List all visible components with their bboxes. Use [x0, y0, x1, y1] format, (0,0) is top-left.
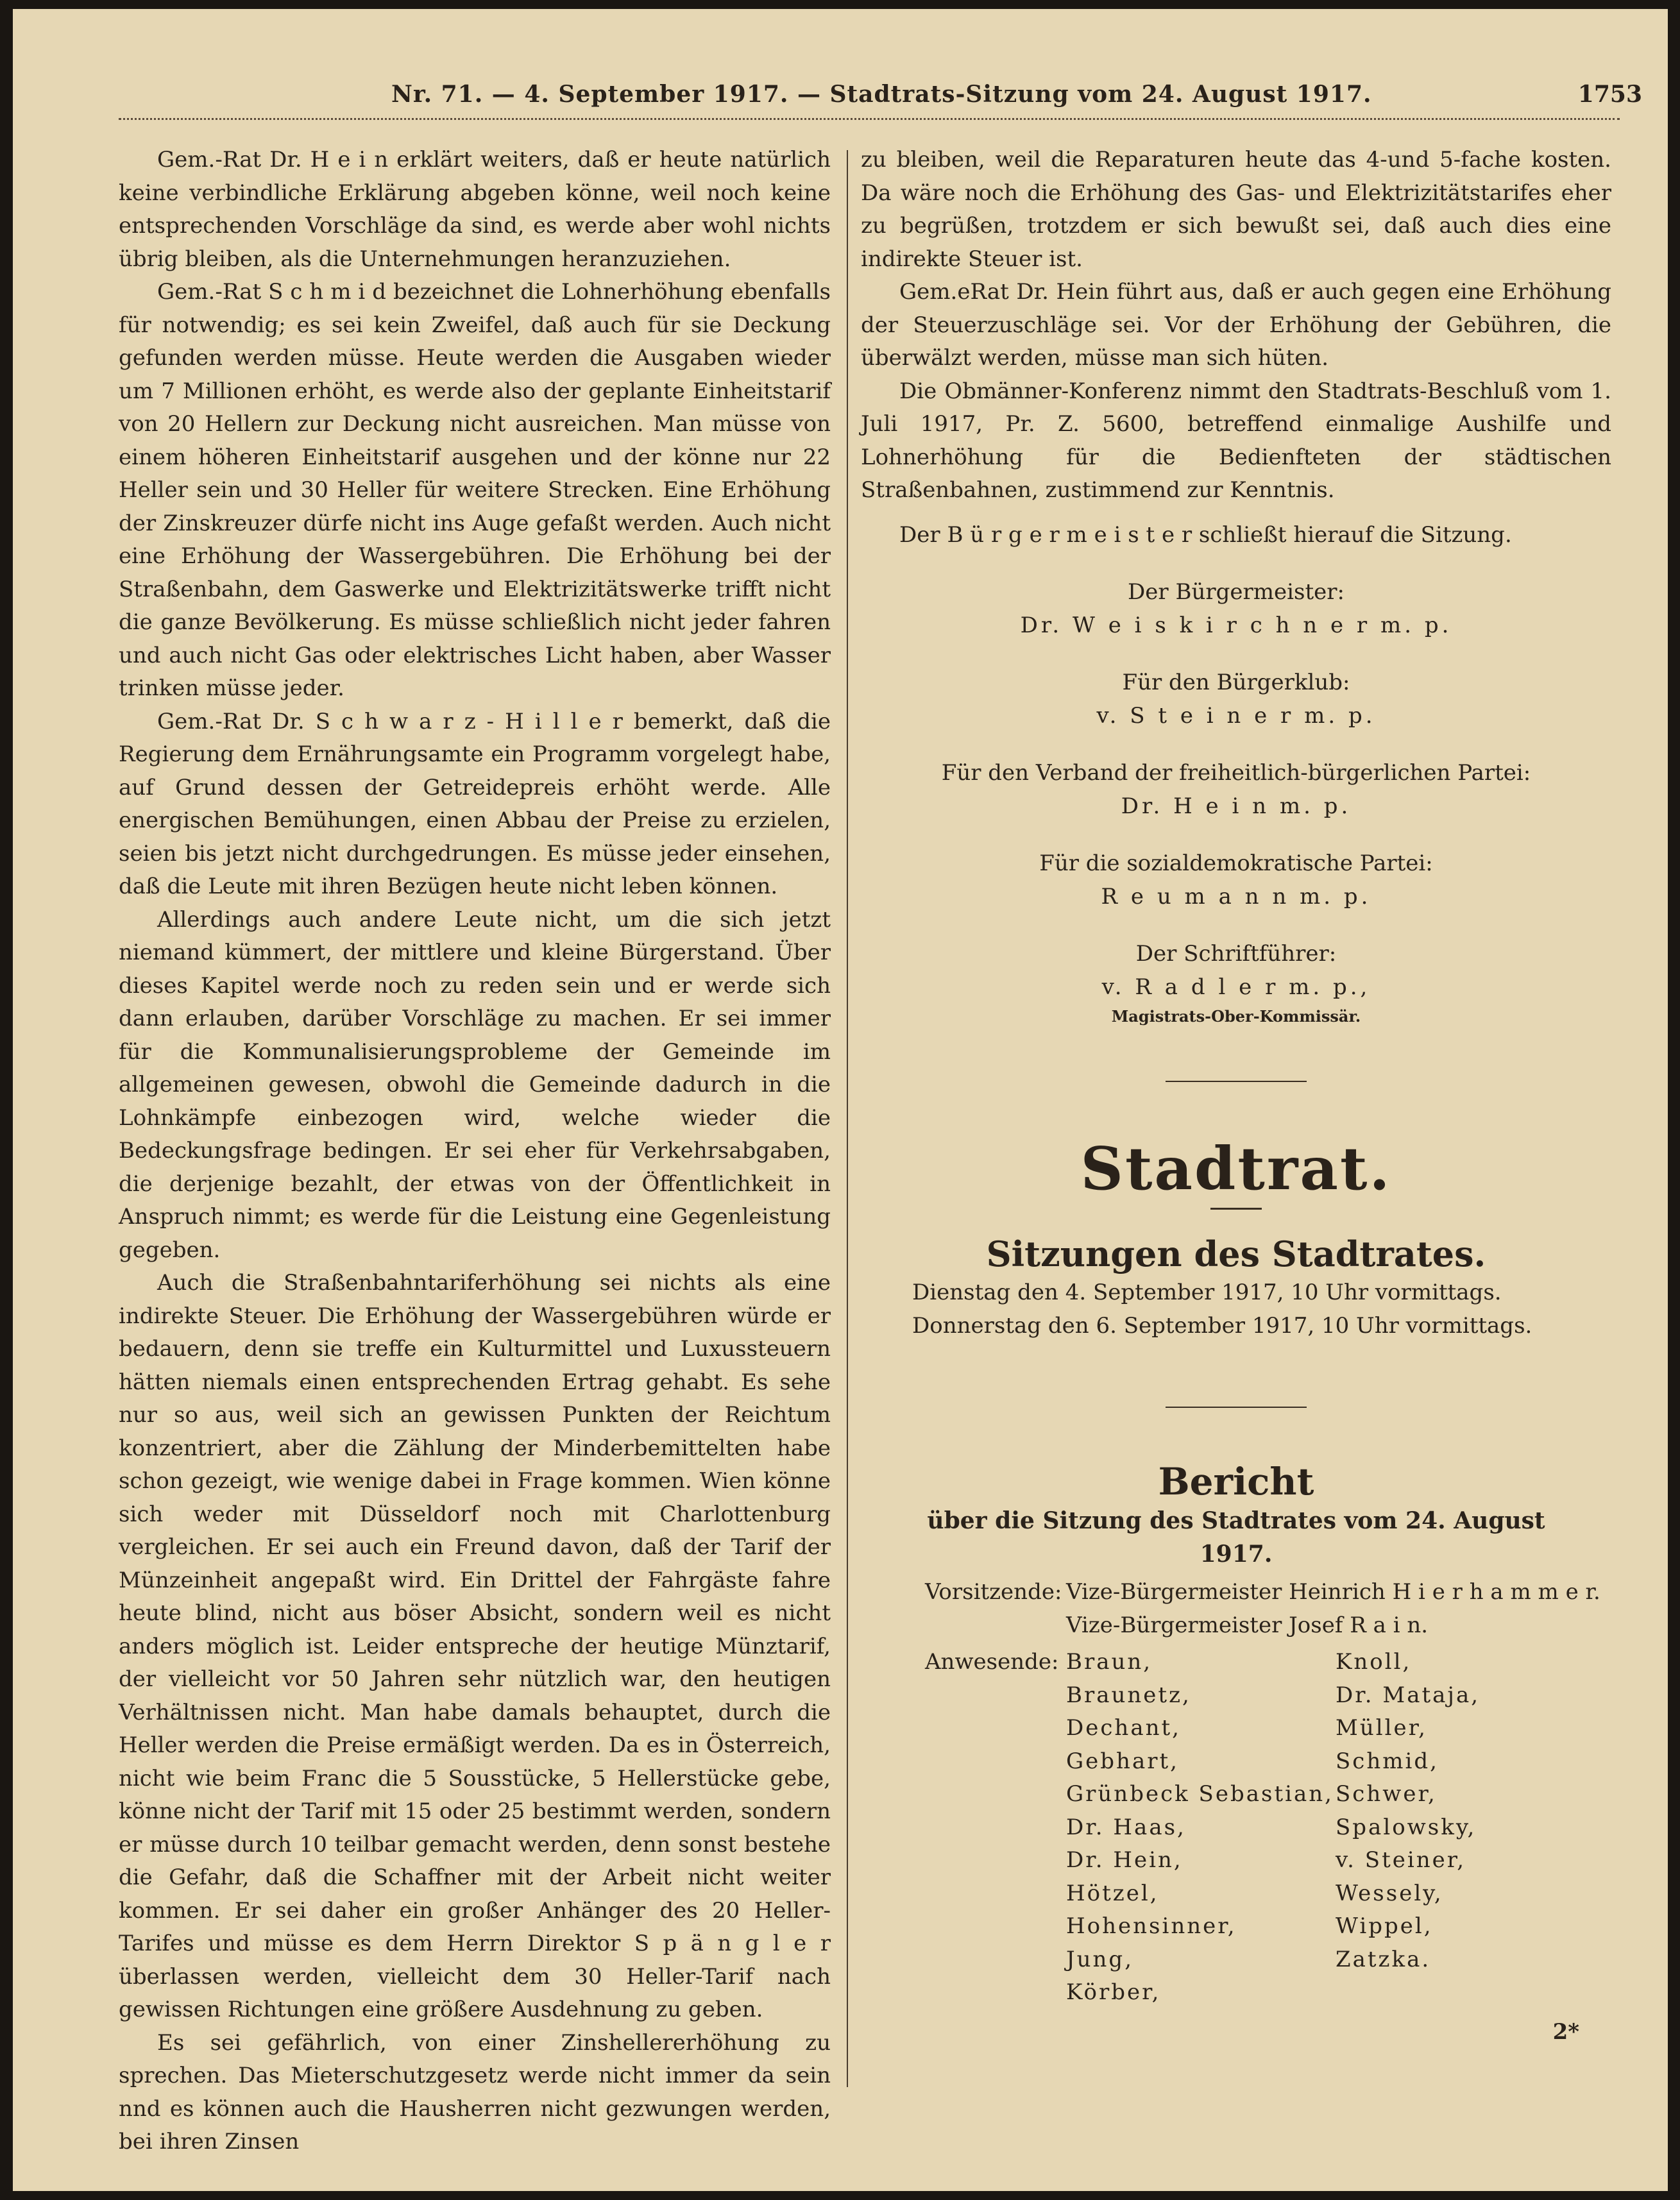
present-name: Braun, — [1066, 1649, 1153, 1675]
present-name: Dr. Mataja, — [1336, 1682, 1481, 1708]
present-row — [861, 1811, 1611, 1845]
signature-title: Der Schriftführer: — [1135, 941, 1337, 967]
signature-title: Für die sozialdemokratische Partei: — [1039, 850, 1433, 876]
section-rule — [1166, 1081, 1307, 1082]
present-label: Anwesende: — [925, 1649, 1059, 1675]
paragraph: Es sei gefährlich, von einer Zinshellererhöhung zu sprechen. Das Mieterschutzgesetz werde nicht immer da sein nnd es können auch die Hausherren nicht gezwungen werden, bei ihren Zinsen — [119, 2029, 831, 2154]
paragraph: zu bleiben, weil die Reparaturen heute das 4-und 5-fache kosten. Da wäre noch die Erhöhung des Gas- und Elektrizitätstarifes eher zu begrüßen, trotzdem er sich bewußt sei, daß auch dies eine indirekte Steuer ist. — [861, 147, 1611, 272]
signature-name: R e u m a n n m. p. — [1101, 883, 1371, 910]
signature-name: v. S t e i n e r m. p. — [1096, 702, 1376, 729]
chair-row — [861, 1576, 1611, 1609]
signature-subtitle: Magistrats-Ober-Kommissär. — [1111, 1007, 1361, 1026]
present-row — [861, 1679, 1611, 1713]
paragraph: Gem.eRat Dr. Hein führt aus, daß er auch gegen eine Erhöhung der Steuerzuschläge sei. Vor der Erhöhung der Gebühren, die überwälzt werden, müsse man sich hüten. — [861, 279, 1611, 371]
signature-title: Der Bürgermeister: — [1128, 579, 1345, 605]
present-row — [861, 1943, 1611, 1977]
present-name: Braunetz, — [1066, 1682, 1191, 1708]
session-line: Dienstag den 4. September 1917, 10 Uhr vormittags. — [912, 1280, 1502, 1305]
spacer — [861, 1976, 1066, 2010]
present-name: v. Steiner, — [1336, 1847, 1466, 1873]
paragraph: Allerdings auch andere Leute nicht, um die sich jetzt niemand kümmert, der mittlere und kleine Bürgerstand. Über dieses Kapitel werde noch zu reden sein und er werde sich dann erlauben, darüber Vorschläge zu machen. Er sei immer für die Kommunalisierungsprobleme der Gemeinde im allgemeinen gewesen, obwohl die Gemeinde dadurch in die Lohnkämpfe einbezogen wird, welche wieder die Bedeckungsfrage bedingen. Er sei eher für Verkehrsabgaben, die derjenige bezahlt, der etwas von der Öffentlichkeit in Anspruch nimmt; es werde für die Leistung eine Gegenleistung gegeben. — [119, 906, 831, 1263]
present-name: Dr. Hein, — [1066, 1847, 1183, 1873]
spacer — [861, 1745, 1066, 1779]
present-name: Körber, — [1066, 1979, 1161, 2005]
present-name: Hohensinner, — [1066, 1913, 1237, 1939]
left-column — [119, 144, 831, 2159]
present-row — [861, 1646, 1611, 1679]
present-row — [861, 1877, 1611, 1911]
present-name: Spalowsky, — [1336, 1814, 1477, 1840]
present-name: Hötzel, — [1066, 1880, 1159, 1906]
spacer — [861, 1679, 1066, 1713]
signature-title: Für den Verband der freiheitlich-bürgerlichen Partei: — [941, 760, 1531, 786]
paragraph: Gem.-Rat Dr. H e i n erklärt weiters, daß er heute natürlich keine verbindliche Erklärung abgeben könne, weil noch keine entsprechenden Vorschläge da sind, es werde aber wohl nichts übrig bleiben, als die Unternehmungen heranzuziehen. — [119, 147, 831, 272]
signature-name: Dr. W e i s k i r c h n e r m. p. — [1020, 612, 1452, 638]
present-row — [861, 1844, 1611, 1877]
present-name: Grünbeck Sebastian, — [1066, 1781, 1334, 1807]
present-name: Wippel, — [1336, 1913, 1433, 1939]
spacer — [861, 1811, 1066, 1845]
spacer — [861, 1943, 1066, 1977]
present-name: Knoll, — [1336, 1649, 1412, 1675]
present-row — [861, 1976, 1611, 2010]
title-underline — [1210, 1208, 1262, 1210]
signature-title: Für den Bürgerklub: — [1122, 670, 1350, 695]
spacer — [861, 1778, 1066, 1811]
present-name: Dr. Haas, — [1066, 1814, 1186, 1840]
chairs-label: Vorsitzende: — [925, 1579, 1062, 1605]
signature-block — [861, 576, 1611, 1029]
signature-name: Dr. H e i n m. p. — [1121, 793, 1352, 819]
sessions-title: Sitzungen des Stadtrates. — [986, 1233, 1486, 1274]
section-title: Stadtrat. — [1080, 1134, 1392, 1203]
present-row — [861, 1745, 1611, 1779]
present-row — [861, 1712, 1611, 1745]
right-column — [861, 144, 1611, 2049]
spacer — [861, 1910, 1066, 1943]
page-number: 1753 — [1577, 81, 1642, 108]
present-name: Müller, — [1336, 1715, 1427, 1741]
signature-name: v. R a d l e r m. p., — [1101, 974, 1371, 1000]
spacer — [861, 1712, 1066, 1745]
present-row — [861, 1778, 1611, 1811]
report-subtitle-line: 1917. — [1200, 1541, 1273, 1568]
signature-mark: 2* — [1552, 2018, 1579, 2045]
column-divider — [847, 150, 848, 2087]
chair-name: Vize-Bürgermeister Josef R a i n. — [1066, 1612, 1429, 1638]
paragraph: Auch die Straßenbahntariferhöhung sei nichts als eine indirekte Steuer. Die Erhöhung der Wassergebühren würde er bedauern, denn sie treffe ein Kulturmittel und Luxussteuern hätten niemals einen entsprechenden Ertrag gehabt. Es sehe nur so aus, weil sich an gewissen Punkten der Reichtum konzentriert, aber die Zählung der Minderbemittelten habe schon gezeigt, wie wenige dabei in Frage kommen. Wien könne sich weder mit Düsseldorf noch mit Charlottenburg vergleichen. Er sei auch ein Freund davon, daß der Tarif der Münzeinheit angepaßt wird. Ein Drittel der Fahrgäste fahre heute blind, nicht aus böser Absicht, sondern weil es nicht anders möglich ist. Leider entspreche der heutige Münztarif, der vielleicht vor 50 Jahren sehr nützlich war, den heutigen Verhältnissen nicht. Man habe damals behauptet, durch die Heller werden die Preise ermäßigt werden. Da es in Österreich, nicht wie beim Franc die 5 Sousstücke, 5 Hellerstücke gebe, könne nicht der Tarif mit 15 oder 25 bestimmt werden, sondern er müsse durch 10 teilbar gemacht werden, denn sonst bestehe die Gefahr, daß die Schaffner mit der Arbeit nicht weiter kommen. Er sei daher ein großer Anhänger des 20 Heller-Tarifes und müsse es dem Herrn Direktor S p ä n g l e r überlassen werden, vielleicht dem 30 Heller-Tarif nach gewissen Richtungen eine größere Ausdehnung zu geben. — [119, 1270, 831, 2022]
present-name: Schmid, — [1336, 1748, 1439, 1774]
section-rule — [1166, 1407, 1307, 1408]
header-rule — [119, 118, 1620, 120]
present-name: Schwer, — [1336, 1781, 1437, 1807]
newspaper-page — [13, 9, 1668, 2191]
report-title: Bericht — [1158, 1460, 1314, 1503]
paragraph: Die Obmänner-Konferenz nimmt den Stadtrats-Beschluß vom 1. Juli 1917, Pr. Z. 5600, betreffend einmalige Aushilfe und Lohnerhöhung für die Bedienfteten der städtischen Straßenbahnen, zustimmend zur Kenntnis. — [861, 378, 1611, 503]
paragraph: Gem.-Rat S c h m i d bezeichnet die Lohnerhöhung ebenfalls für notwendig; es sei kein Zweifel, daß auch für sie Deckung gefunden werden müsse. Heute werden die Ausgaben wieder um 7 Millionen erhöht, es werde also der geplante Einheitstarif von 20 Hellern zur Deckung nicht ausreichen. Man müsse von einem höheren Einheitstarif ausgehen und der könne nur 22 Heller sein und 30 Heller für weitere Strecken. Eine Erhöhung der Zinskreuzer dürfe nicht ins Auge gefaßt werden. Auch nicht eine Erhöhung der Wassergebühren. Die Erhöhung bei der Straßenbahn, dem Gaswerke und Elektrizitätswerke trifft nicht die ganze Bevölkerung. Es müsse schließlich nicht jeder fahren und auch nicht Gas oder elektrisches Licht haben, aber Wasser trinken müsse jeder. — [119, 279, 831, 701]
report-subtitle-line: über die Sitzung des Stadtrates vom 24. August — [927, 1507, 1545, 1534]
present-row — [861, 1910, 1611, 1943]
present-name: Dechant, — [1066, 1715, 1181, 1741]
report-subtitle — [861, 1504, 1611, 1571]
present-name: Gebhart, — [1066, 1748, 1179, 1774]
spacer — [861, 1877, 1066, 1911]
present-name: Jung, — [1066, 1946, 1133, 1972]
closing-line: Der B ü r g e r m e i s t e r schließt hierauf die Sitzung. — [899, 521, 1512, 548]
page-header: Nr. 71. — 4. September 1917. — Stadtrats-Sitzung vom 24. August 1917. — [391, 81, 1372, 108]
session-line: Donnerstag den 6. September 1917, 10 Uhr vormittags. — [912, 1312, 1532, 1339]
chairs-block — [861, 1576, 1611, 1642]
present-block — [861, 1646, 1611, 2010]
chair-name: Vize-Bürgermeister Heinrich H i e r h a m m e r. — [1066, 1579, 1600, 1605]
chair-row — [861, 1609, 1611, 1643]
present-name: Zatzka. — [1336, 1946, 1431, 1972]
spacer — [861, 1609, 1066, 1643]
spacer — [861, 1844, 1066, 1877]
paragraph: Gem.-Rat Dr. S c h w a r z - H i l l e r bemerkt, daß die Regierung dem Ernährungsamte ein Programm vorgelegt habe, auf Grund dessen der Getreidepreis erhöht werde. Alle energischen Bemühungen, einen Abbau der Preise zu erzielen, seien bis jetzt nicht durchgedrungen. Es müsse jeder einsehen, daß die Leute mit ihren Bezügen heute nicht leben können. — [119, 708, 831, 899]
present-name: Wessely, — [1336, 1880, 1443, 1906]
